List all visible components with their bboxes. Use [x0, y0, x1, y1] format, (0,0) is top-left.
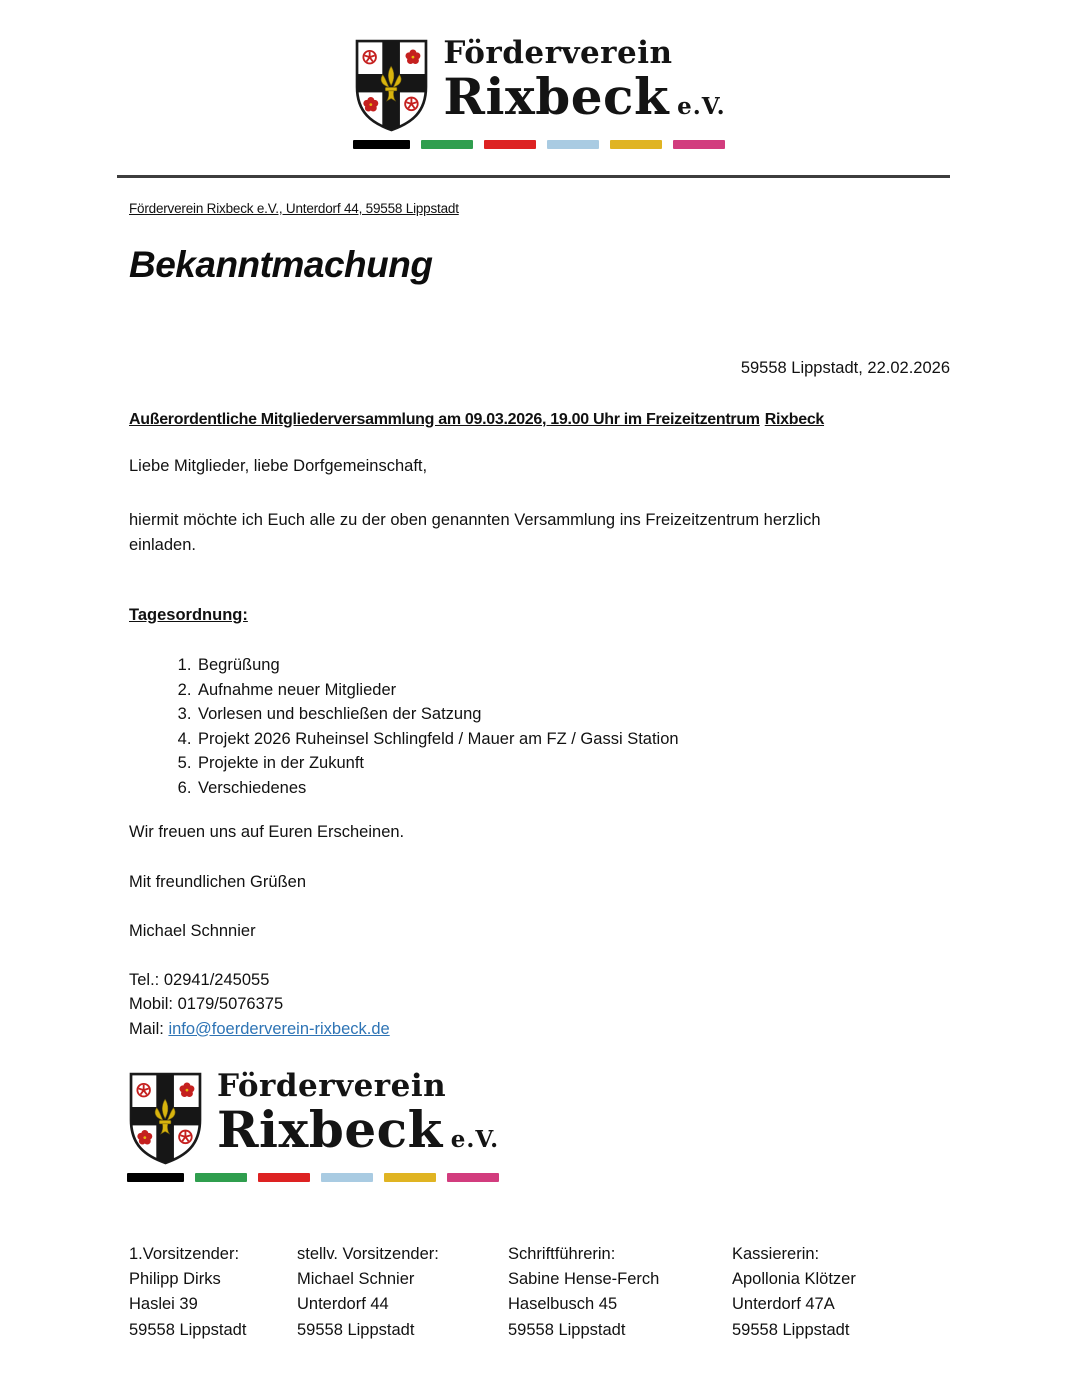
org-logo-bottom [127, 1068, 500, 1182]
logo-color-bar [127, 1173, 184, 1182]
org-name-line1: Förderverein [217, 1068, 447, 1105]
org-name-line2: Rixbeck [443, 67, 670, 126]
date-line: 59558 Lippstadt, 22.02.2026 [740, 359, 950, 377]
coat-of-arms-icon [353, 38, 430, 133]
logo-color-bar [384, 1173, 436, 1182]
org-suffix: e.V. [450, 1126, 500, 1154]
mail-link[interactable]: info@foerderverein-rixbeck.de [168, 1019, 390, 1038]
board-column-secretary [508, 1242, 732, 1343]
board-street: Haselbusch 45 [508, 1295, 618, 1314]
board-city: 59558 Lippstadt [129, 1320, 247, 1339]
board-footer [129, 1242, 950, 1343]
header-divider [117, 175, 950, 178]
board-city: 59558 Lippstadt [508, 1320, 626, 1339]
mail-line [129, 1017, 950, 1042]
logo-color-bar [321, 1173, 373, 1182]
sender-address-line: Förderverein Rixbeck e.V., Unterdorf 44, 59558 Lippstadt [129, 201, 459, 216]
contact-block [129, 968, 950, 1042]
board-column-deputy [297, 1242, 508, 1343]
board-city: 59558 Lippstadt [732, 1320, 850, 1339]
logo-color-bars [353, 140, 725, 149]
board-city: 59558 Lippstadt [297, 1320, 415, 1339]
org-logo-wordmark [217, 1068, 500, 1160]
closing-regards: Mit freundlichen Grüßen [129, 872, 306, 891]
logo-color-bars [127, 1173, 499, 1182]
mail-label: Mail: [129, 1019, 164, 1038]
agenda-item: 4. Projekt 2026 Ruheinsel Schlingfeld / Mauer am FZ / Gassi Station [196, 727, 950, 752]
agenda-item: 2. Aufnahme neuer Mitglieder [196, 678, 950, 703]
board-role: Kassiererin: [732, 1245, 820, 1264]
subject-tail: Rixbeck [764, 411, 825, 428]
phone-line: Tel.: 02941/245055 [129, 970, 270, 989]
board-role: Schriftführerin: [508, 1245, 616, 1264]
agenda-item: 6. Verschiedenes [196, 776, 950, 801]
page-title: Bekanntmachung [129, 244, 433, 285]
logo-color-bar [421, 140, 473, 149]
org-logo-wordmark [443, 35, 726, 126]
salutation: Liebe Mitglieder, liebe Dorfgemeinschaft, [129, 457, 428, 475]
logo-color-bar [195, 1173, 247, 1182]
agenda-item: 5. Projekte in der Zukunft [196, 751, 950, 776]
agenda-item: 3. Vorlesen und beschließen der Satzung [196, 702, 950, 727]
board-street: Unterdorf 47A [732, 1295, 835, 1314]
board-name: Michael Schnier [297, 1270, 415, 1289]
closing-thanks: Wir freuen uns auf Euren Erscheinen. [129, 822, 405, 841]
board-street: Haslei 39 [129, 1295, 198, 1314]
logo-color-bar [353, 140, 410, 149]
org-name-line2: Rixbeck [217, 1100, 443, 1160]
board-column-treasurer [732, 1242, 950, 1343]
mobile-line: Mobil: 0179/5076375 [129, 995, 284, 1014]
agenda-list [129, 653, 950, 801]
agenda-item: 1. Begrüßung [196, 653, 950, 678]
org-logo-top [353, 35, 726, 149]
board-role: 1.Vorsitzender: [129, 1245, 240, 1264]
intro-line: hiermit möchte ich Euch alle zu der oben genannten Versammlung ins Freizeitzentrum herzlich [129, 511, 821, 529]
board-role: stellv. Vorsitzender: [297, 1245, 439, 1264]
board-column-chairman [129, 1242, 297, 1343]
logo-color-bar [484, 140, 536, 149]
logo-color-bar [258, 1173, 310, 1182]
signer-name: Michael Schnnier [129, 921, 256, 940]
board-name: Apollonia Klötzer [732, 1270, 856, 1289]
subject-line [129, 410, 950, 430]
subject-main: Außerordentliche Mitgliederversammlung am 09.03.2026, 19.00 Uhr im Freizeitzentrum [129, 411, 760, 428]
board-street: Unterdorf 44 [297, 1295, 389, 1314]
logo-color-bar [673, 140, 725, 149]
intro-line: einladen. [129, 535, 196, 554]
logo-color-bar [610, 140, 662, 149]
board-name: Sabine Hense-Ferch [508, 1270, 660, 1289]
coat-of-arms-icon [127, 1071, 204, 1166]
org-name-line1: Förderverein [443, 35, 673, 71]
logo-color-bar [447, 1173, 499, 1182]
intro-paragraph [129, 508, 950, 557]
agenda-heading: Tagesordnung: [129, 606, 248, 624]
board-name: Philipp Dirks [129, 1270, 221, 1289]
logo-color-bar [547, 140, 599, 149]
org-suffix: e.V. [677, 93, 726, 120]
